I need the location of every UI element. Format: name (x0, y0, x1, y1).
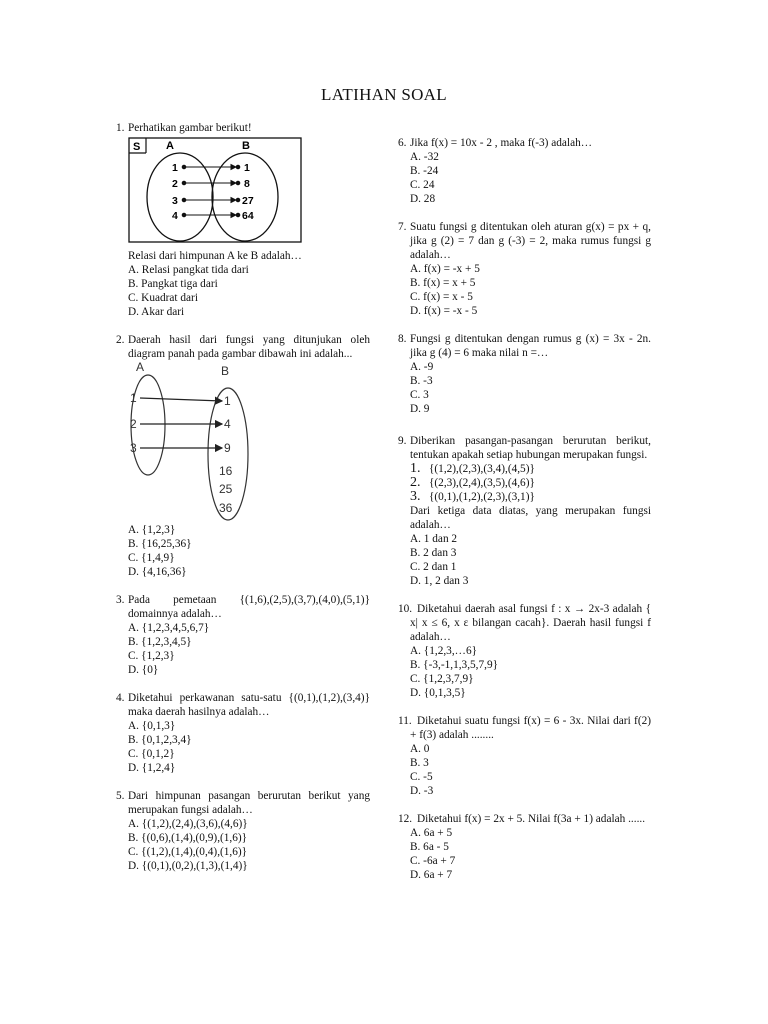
question-8 (398, 332, 651, 416)
right-item: 27 (242, 195, 254, 207)
option-c[interactable]: C. 3 (410, 389, 429, 401)
option-d[interactable]: D. 28 (410, 193, 436, 205)
right-item: 4 (224, 417, 231, 431)
left-item: 1 (172, 162, 178, 174)
option-a[interactable]: A. 1 dan 2 (410, 533, 458, 545)
venn-diagram-figure (128, 137, 302, 247)
question-number: 7. (398, 221, 407, 233)
question-3 (116, 593, 370, 677)
option-d[interactable]: D. -3 (410, 785, 434, 797)
question-number: 5. (116, 790, 125, 802)
right-item: 36 (219, 501, 233, 515)
option-d[interactable]: D. {0} (128, 664, 159, 676)
option-c[interactable]: C. {1,2,3} (128, 650, 175, 662)
option-d[interactable]: D. f(x) = -x - 5 (410, 305, 478, 317)
arrow-diagram-figure (126, 361, 276, 523)
set-b-label: B (242, 140, 250, 152)
right-column (398, 136, 651, 882)
right-item: 16 (219, 464, 233, 478)
option-b[interactable]: B. f(x) = x + 5 (410, 277, 476, 289)
item-text: {(2,3),(2,4),(3,5),(4,6)} (428, 477, 535, 489)
option-a[interactable]: A. 0 (410, 743, 430, 755)
item-number: 2. (410, 475, 421, 490)
option-b[interactable]: B. {1,2,3,4,5} (128, 636, 192, 648)
numbered-item (410, 490, 651, 504)
item-text: {(1,2),(2,3),(3,4),(4,5)} (428, 463, 535, 475)
question-text: Jika f(x) = 10x - 2 , maka f(-3) adalah… (410, 137, 593, 149)
left-column (116, 121, 370, 873)
right-item: 8 (244, 178, 250, 190)
left-item: 3 (172, 195, 178, 207)
option-a[interactable]: A. {1,2,3,…6} (410, 645, 478, 657)
question-11 (398, 714, 651, 798)
question-text: Suatu fungsi g ditentukan oleh aturan g(x) = px + q, jika g (2) = 7 dan g (-3) = 2, maka rumus fungsi g adalah… (410, 221, 651, 261)
option-b[interactable]: B. {0,1,2,3,4} (128, 734, 192, 746)
option-b[interactable]: B. -24 (410, 165, 439, 177)
question-number: 10. (398, 603, 413, 615)
question-text: Diberikan pasangan-pasangan berurutan berikut, tentukan apakah setiap hubungan merupakan fungsi. (410, 435, 651, 461)
option-d[interactable]: D. {1,2,4} (128, 762, 176, 774)
question-7 (398, 220, 651, 318)
option-d[interactable]: D. {4,16,36} (128, 566, 187, 578)
option-c[interactable]: C. {1,2,3,7,9} (410, 673, 474, 685)
option-c[interactable]: C. Kuadrat dari (128, 292, 198, 304)
question-number: 9. (398, 435, 407, 447)
question-text: Daerah hasil dari fungsi yang ditunjukan oleh diagram panah pada gambar dibawah ini adalah... (128, 334, 370, 360)
option-d[interactable]: D. Akar dari (128, 306, 185, 318)
question-text: Perhatikan gambar berikut! (128, 122, 252, 134)
question-10 (398, 602, 651, 700)
left-item: 1 (130, 391, 137, 405)
option-a[interactable]: A. f(x) = -x + 5 (410, 263, 480, 275)
option-a[interactable]: A. {1,2,3,4,5,6,7} (128, 622, 210, 634)
right-item: 1 (224, 394, 231, 408)
option-a[interactable]: A. {0,1,3} (128, 720, 176, 732)
question-text: Pada pemetaan {(1,6),(2,5),(3,7),(4,0),(5,1)} domainnya adalah… (128, 594, 370, 620)
option-b[interactable]: B. 2 dan 3 (410, 547, 457, 559)
question-12 (398, 812, 651, 882)
left-item: 3 (130, 441, 137, 455)
item-number: 1. (410, 461, 421, 476)
left-item: 4 (172, 210, 178, 222)
question-number: 11. (398, 715, 412, 727)
option-b[interactable]: B. {16,25,36} (128, 538, 192, 550)
question-number: 3. (116, 594, 125, 606)
option-b[interactable]: B. Pangkat tiga dari (128, 278, 218, 290)
option-a[interactable]: A. -9 (410, 361, 434, 373)
option-d[interactable]: D. {0,1,3,5} (410, 687, 466, 699)
question-text: Dari himpunan pasangan berurutan berikut yang merupakan fungsi adalah… (128, 790, 370, 816)
question-number: 6. (398, 137, 407, 149)
option-a[interactable]: A. -32 (410, 151, 439, 163)
question-prompt: Relasi dari himpunan A ke B adalah… (128, 250, 302, 262)
universe-label: S (133, 141, 141, 153)
option-d[interactable]: D. 1, 2 dan 3 (410, 575, 469, 587)
right-item: 25 (219, 482, 233, 496)
option-a[interactable]: A. {(1,2),(2,4),(3,6),(4,6)} (128, 818, 248, 830)
question-prompt: Dari ketiga data diatas, yang merupakan fungsi adalah… (410, 505, 651, 531)
numbered-item (410, 476, 651, 490)
option-b[interactable]: B. 3 (410, 757, 429, 769)
option-c[interactable]: C. {(1,2),(1,4),(0,4),(1,6)} (128, 846, 248, 858)
question-text: Diketahui suatu fungsi f(x) = 6 - 3x. Nilai dari f(2) + f(3) adalah ........ (410, 715, 651, 741)
option-b[interactable]: B. -3 (410, 375, 433, 387)
set-b-label: B (221, 364, 230, 378)
question-text: Diketahui daerah asal fungsi f : x → 2x-3 adalah { x| x ≤ 6, x ε bilangan cacah}. Daerah hasil fungsi f adalah… (410, 603, 651, 643)
question-text: Fungsi g ditentukan dengan rumus g (x) = 3x - 2n. jika g (4) = 6 maka nilai n =… (410, 333, 651, 359)
option-c[interactable]: C. {1,4,9} (128, 552, 175, 564)
right-item: 64 (242, 210, 254, 222)
question-6 (398, 136, 651, 206)
question-number: 4. (116, 692, 125, 704)
option-c[interactable]: C. f(x) = x - 5 (410, 291, 473, 303)
option-a[interactable]: A. Relasi pangkat tida dari (128, 264, 249, 276)
option-a[interactable]: A. {1,2,3} (128, 524, 176, 536)
right-item: 9 (224, 441, 231, 455)
option-c[interactable]: C. -5 (410, 771, 433, 783)
numbered-item (410, 462, 651, 476)
question-1 (116, 121, 370, 319)
option-c[interactable]: C. 2 dan 1 (410, 561, 457, 573)
item-number: 3. (410, 489, 421, 504)
question-text: Diketahui perkawanan satu-satu {(0,1),(1,2),(3,4)} maka daerah hasilnya adalah… (128, 692, 370, 718)
question-number: 2. (116, 334, 125, 346)
question-number: 8. (398, 333, 407, 345)
question-9 (398, 434, 651, 588)
question-text: Diketahui f(x) = 2x + 5. Nilai f(3a + 1) adalah ...... (417, 813, 646, 825)
left-item: 2 (172, 178, 178, 190)
option-d[interactable]: D. {(0,1),(0,2),(1,3),(1,4)} (128, 860, 248, 872)
option-c[interactable]: C. {0,1,2} (128, 748, 175, 760)
option-c[interactable]: C. -6a + 7 (410, 855, 456, 867)
question-2 (116, 333, 370, 579)
option-b[interactable]: B. {-3,-1,1,3,5,7,9} (410, 659, 499, 671)
question-number: 12. (398, 813, 413, 825)
item-text: {(0,1),(1,2),(2,3),(3,1)} (428, 491, 535, 503)
set-a-label: A (136, 361, 145, 374)
left-item: 2 (130, 417, 137, 431)
option-b[interactable]: B. 6a - 5 (410, 841, 449, 853)
option-d[interactable]: D. 9 (410, 403, 430, 415)
right-item: 1 (244, 162, 250, 174)
set-a-label: A (166, 140, 174, 152)
question-5 (116, 789, 370, 873)
option-c[interactable]: C. 24 (410, 179, 435, 191)
page-title: LATIHAN SOAL (321, 85, 447, 104)
option-d[interactable]: D. 6a + 7 (410, 869, 453, 881)
option-a[interactable]: A. 6a + 5 (410, 827, 453, 839)
question-4 (116, 691, 370, 775)
question-number: 1. (116, 122, 125, 134)
option-b[interactable]: B. {(0,6),(1,4),(0,9),(1,6)} (128, 832, 248, 844)
